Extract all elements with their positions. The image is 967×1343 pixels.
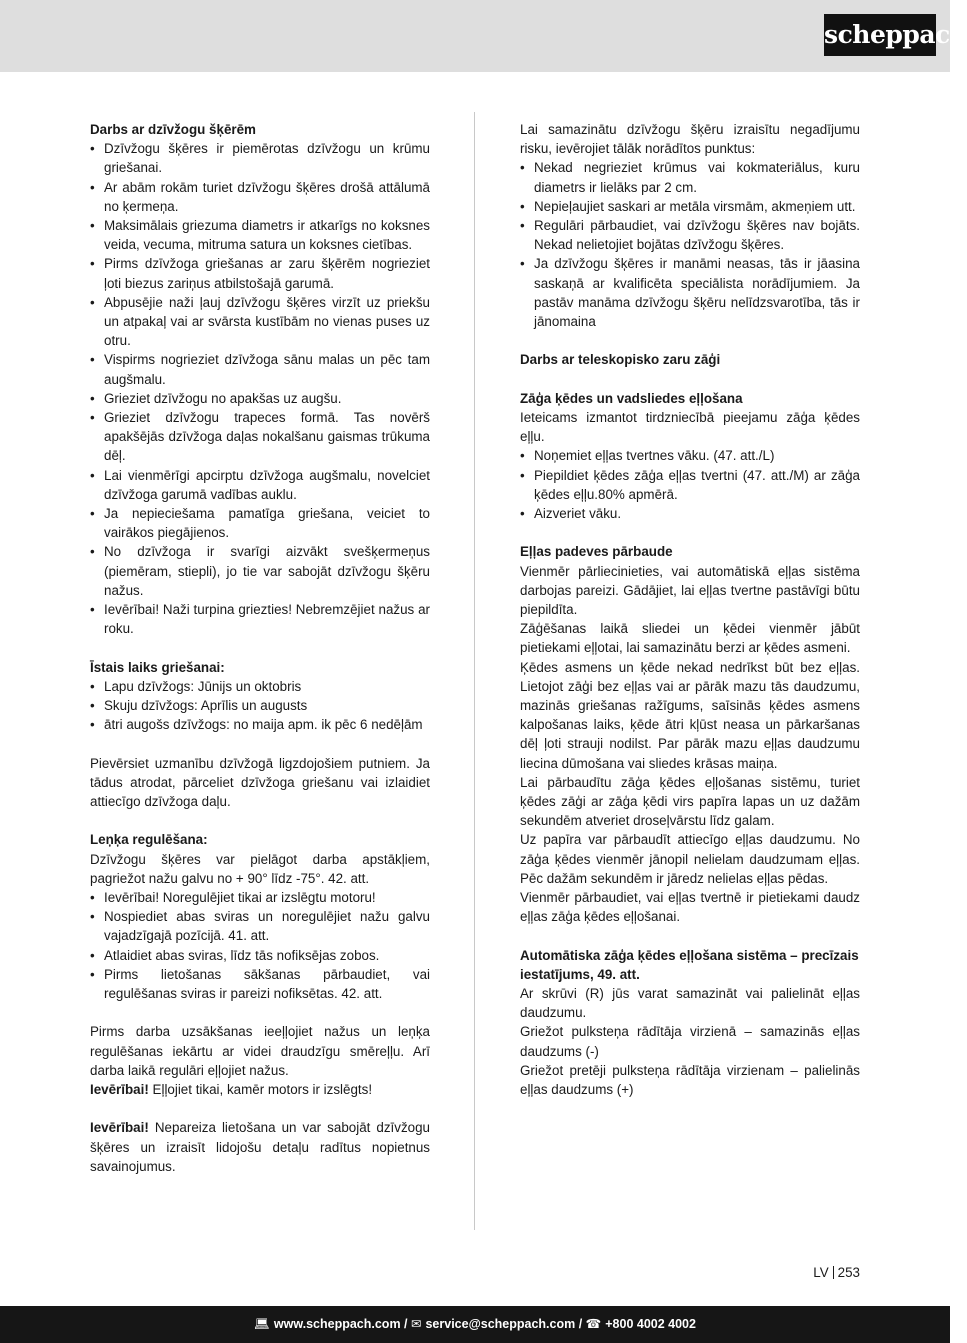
- section-heading: Eļļas padeves pārbaude: [520, 544, 673, 560]
- footer-band: [0, 1306, 950, 1343]
- section-heading: Darbs ar dzīvžogu šķērēm: [90, 122, 256, 137]
- paragraph: Lai samazinātu dzīvžogu šķēru izraisītu negadījumu risku, ievērojiet tālāk norādītos punktus:: [520, 122, 860, 157]
- warning-text: Eļļojiet tikai, kamēr motors ir izslēgts!: [148, 1082, 373, 1098]
- list-item: • Grieziet dzīvžogu no apakšas uz augšu.: [90, 389, 430, 408]
- section-heading: Automātiska zāģa ķēdes eļļošana sistēma – precīzais iestatījums, 49. att.: [520, 947, 859, 982]
- list-item: • Aizveriet vāku.: [520, 504, 860, 523]
- paragraph: Vienmēr pārbaudiet, vai eļļas tvertnē ir pietiekami daudz eļļas zāģa ķēdes eļļošanai.: [520, 890, 860, 925]
- language-code: LV: [813, 1265, 829, 1280]
- list-item: • Nekad negrieziet krūmus vai kokmateriālus, kuru diametrs ir lielāks par 2 cm.: [520, 158, 860, 196]
- paragraph: Zāģēšanas laikā sliedei un ķēdei vienmēr jābūt pietiekami eļļotai, lai samazinātu berzi ar ķēdes asmeni.: [520, 621, 860, 656]
- laptop-icon: 💻︎: [254, 1317, 270, 1331]
- list-item: • Ar abām rokām turiet dzīvžogu šķēres drošā attālumā no ķermeņa.: [90, 178, 430, 216]
- list-item: • Ievērībai! Noregulējiet tikai ar izslēgtu motoru!: [90, 888, 430, 907]
- spacer: [90, 1003, 430, 1022]
- list-item: • ātri augošs dzīvžogs: no maija apm. ik pēc 6 nedēļām: [90, 715, 430, 734]
- header-band: [0, 0, 950, 72]
- paragraph: Ķēdes asmens un ķēde nekad nedrīkst būt bez eļļas. Lietojot zāģi bez eļļas vai ar pārāk mazu tās daudzumu, mazinās griešanas ražīgums, saīsinās ķēdes asmens kalpošanas laiks, ķēde ātri kļūst neasa un pārkaršanas dēļ ļoti strauji nodilst. Par pārāk mazu eļļas daudzumu liecina dūmošana vai sliedes krāsas maiņa.: [520, 659, 860, 771]
- list-item: • Lapu dzīvžogs: Jūnijs un oktobris: [90, 677, 430, 696]
- spacer: [520, 370, 860, 389]
- list-item: • Dzīvžogu šķēres ir piemērotas dzīvžogu un krūmu griešanai.: [90, 139, 430, 177]
- list-item: • Skuju dzīvžogs: Aprīlis un augusts: [90, 696, 430, 715]
- list-item: • Atlaidiet abas sviras, līdz tās nofiksējas zobos.: [90, 946, 430, 965]
- list-item: • Grieziet dzīvžogu trapeces formā. Tas novērš apakšējās dzīvžoga daļas nokalšanu gaismas trūkuma dēļ.: [90, 408, 430, 466]
- section-heading: Leņķa regulēšana:: [90, 832, 208, 848]
- right-column: [520, 120, 860, 1099]
- paragraph: Ar skrūvi (R) jūs varat samazināt vai palielināt eļļas daudzumu.: [520, 986, 860, 1021]
- spacer: [90, 811, 430, 830]
- spacer: [520, 523, 860, 542]
- list-item: • Vispirms nogrieziet dzīvžoga sānu malas un pēc tam augšmalu.: [90, 350, 430, 388]
- warning-note: [90, 1080, 430, 1099]
- warning-text: Nepareiza lietošana un var sabojāt dzīvžogu šķēres un izraisīt lidojošu detaļu radītus nopietnus savainojumus.: [90, 1120, 430, 1174]
- bullet-list: [520, 158, 860, 331]
- envelope-icon: ✉︎: [410, 1317, 422, 1331]
- column-divider: [474, 112, 475, 1230]
- section-heading: Īstais laiks griešanai:: [90, 659, 225, 675]
- list-item: • Ja dzīvžogu šķēres ir manāmi neasas, tās ir jāasina saskaņā ar kvalificēta speciālista norādījumiem. Ja pastāv manāma dzīvžogu šķēru nelīdzsvarotība, tās ir jānomaina: [520, 254, 860, 331]
- list-item: • Nospiediet abas sviras un noregulējiet nažu galvu vajadzīgajā pozīcijā. 41. att.: [90, 907, 430, 945]
- spacer: [520, 926, 860, 945]
- scheppach-logo: scheppach: [824, 14, 936, 56]
- footer-separator: /: [575, 1317, 586, 1331]
- section-heading: Darbs ar teleskopisko zaru zāģi: [520, 352, 721, 368]
- paragraph: Dzīvžogu šķēres var pielāgot darba apstākļiem, pagriežot nažu galvu no + 90° līdz -75°. 42. att.: [90, 851, 430, 886]
- warning-note: [90, 1118, 430, 1176]
- list-item: • No dzīvžoga ir svarīgi aizvākt svešķermeņus (piemēram, stiepli), jo tie var sabojāt dzīvžogu šķēru nažus.: [90, 542, 430, 600]
- list-item: • Noņemiet eļļas tvertnes vāku. (47. att./L): [520, 446, 860, 465]
- page-number: [800, 1265, 860, 1280]
- bullet-list: [90, 888, 430, 1003]
- list-item: • Piepildiet ķēdes zāģa eļļas tvertni (47. att./M) ar zāģa ķēdes eļļu.80% apmērā.: [520, 466, 860, 504]
- list-item: • Regulāri pārbaudiet, vai dzīvžogu šķēres nav bojāts. Nekad nelietojiet bojātas dzīvžogu šķēres.: [520, 216, 860, 254]
- list-item: • Ievērībai! Naži turpina griezties! Nebremzējiet nažus ar roku.: [90, 600, 430, 638]
- list-item: • Lai vienmērīgi apcirptu dzīvžoga augšmalu, novelciet dzīvžoga garumā vadības auklu.: [90, 466, 430, 504]
- paragraph: Pirms darba uzsākšanas ieeļļojiet nažus un leņķa regulēšanas iekārtu ar videi draudzīgu smēreļļu. Arī darba laikā regulāri eļļojiet nažus.: [90, 1024, 430, 1078]
- spacer: [520, 331, 860, 350]
- page-separator: [833, 1266, 834, 1279]
- spacer: [90, 1099, 430, 1118]
- list-item: • Maksimālais griezuma diametrs ir atkarīgs no koksnes veida, vecuma, mitruma satura un koksnes cietības.: [90, 216, 430, 254]
- paragraph: Vienmēr pārliecinieties, vai automātiskā eļļas sistēma darbojas pareizi. Gādājiet, lai eļļas tvertne pastāvīgi būtu piepildīta.: [520, 563, 860, 618]
- left-column: [90, 120, 430, 1176]
- list-item: • Pirms dzīvžoga griešanas ar zaru šķērēm nogrieziet ļoti biezus zariņus atbilstošajā garumā.: [90, 254, 430, 292]
- paragraph: Griežot pretēji pulksteņa rādītāja virzienam – palielinās eļļas daudzums (+): [520, 1062, 860, 1098]
- bullet-list: [90, 677, 430, 735]
- list-item: • Abpusējie naži ļauj dzīvžogu šķēres virzīt uz priekšu un atpakaļ vai ar svārsta kustībām no vienas puses uz otru.: [90, 293, 430, 351]
- page-number-value: 253: [837, 1265, 860, 1280]
- email-link[interactable]: service@scheppach.com: [425, 1317, 576, 1331]
- spacer: [90, 734, 430, 753]
- list-item: • Nepieļaujiet saskari ar metāla virsmām, akmeņiem utt.: [520, 197, 860, 216]
- website-link[interactable]: www.scheppach.com: [273, 1317, 401, 1331]
- phone-icon: ☎︎: [585, 1317, 602, 1331]
- paragraph: Lai pārbaudītu zāģa ķēdes eļļošanas sistēmu, turiet ķēdes zāģi ar zāģa ķēdi virs papīra lapas un uz dažām sekundēm atveriet droseļvārstu līdz galam.: [520, 774, 860, 829]
- warning-label: Ievērībai!: [90, 1120, 149, 1136]
- paragraph: Griežot pulksteņa rādītāja virzienā – samazinās eļļas daudzums (-): [520, 1024, 860, 1059]
- list-item: • Ja nepieciešama pamatīga griešana, veiciet to vairākos piegājienos.: [90, 504, 430, 542]
- bullet-list: [520, 446, 860, 523]
- paragraph: Ieteicams izmantot tirdzniecībā pieejamu zāģa ķēdes eļļu.: [520, 410, 860, 445]
- section-heading: Zāģa ķēdes un vadsliedes eļļošana: [520, 390, 743, 406]
- list-item: • Pirms lietošanas sākšanas pārbaudiet, vai regulēšanas sviras ir pareizi nofiksētas. 42. att.: [90, 965, 430, 1003]
- paragraph: Uz papīra var pārbaudīt attiecīgo eļļas daudzumu. No zāģa ķēdes vienmēr jānopil nelielam daudzumam eļļas. Pēc dažām sekundēm ir jāredz nelielas eļļas pēdas.: [520, 832, 860, 886]
- paragraph: Pievērsiet uzmanību dzīvžogā ligzdojošiem putniem. Ja tādus atrodat, pārceliet dzīvžoga griešanu vai izlaidiet attiecīgo dzīvžoga daļu.: [90, 755, 430, 810]
- footer-separator: /: [400, 1317, 411, 1331]
- spacer: [90, 638, 430, 657]
- bullet-list: [90, 139, 430, 638]
- warning-label: Ievērībai!: [90, 1082, 149, 1098]
- phone-number[interactable]: +800 4002 4002: [605, 1317, 696, 1331]
